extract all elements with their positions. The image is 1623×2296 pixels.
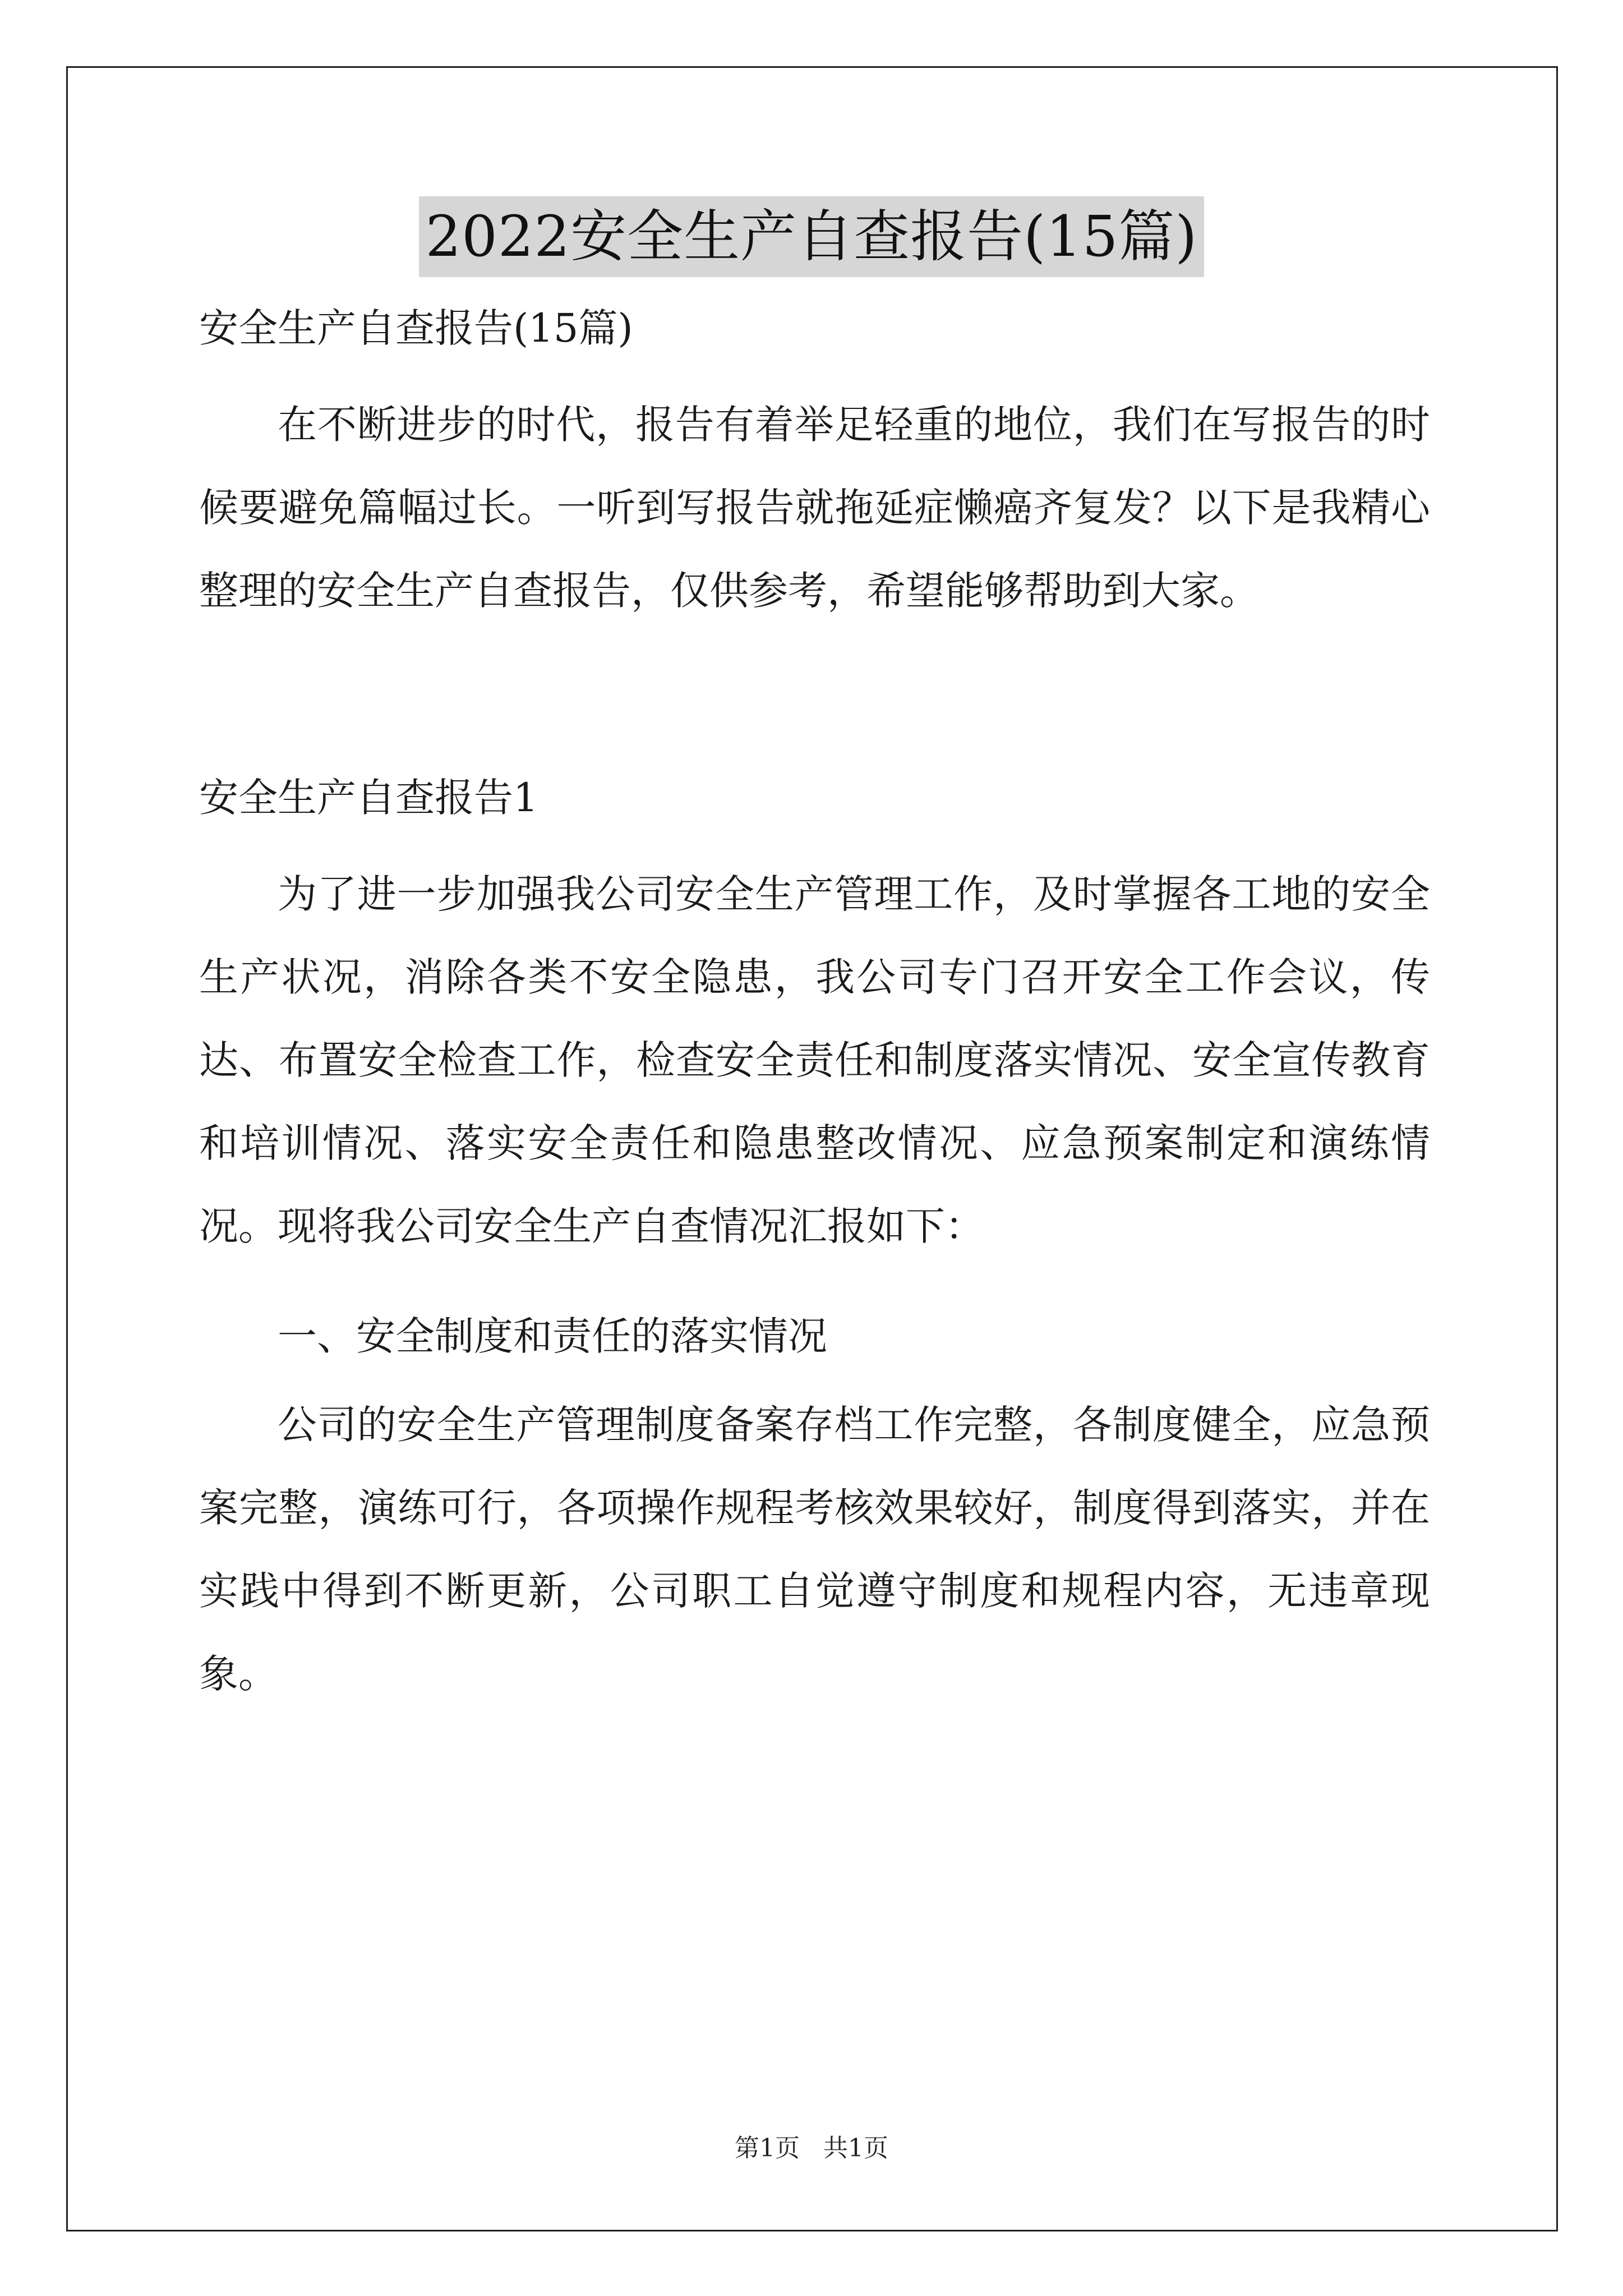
intro-paragraph: 在不断进步的时代，报告有着举足轻重的地位，我们在写报告的时候要避免篇幅过长。一听到写报告就拖延症懒癌齐复发？以下是我精心整理的安全生产自查报告，仅供参考，希望能够帮助到大家。 [199,402,1430,614]
document-subtitle: 安全生产自查报告(15篇) [199,305,633,351]
section-spacer [199,632,1430,770]
page-number: 第1页 [735,2134,800,2162]
document-title: 2022安全生产自查报告(15篇) [419,196,1205,277]
section-paragraph: 公司的安全生产管理制度备案存档工作完整，各制度健全，应急预案完整，演练可行，各项操作规程考核效果较好，制度得到落实，并在实践中得到不断更新，公司职工自觉遵守制度和规程内容，无违章现象。 [199,1402,1430,1697]
title-container [0,196,1623,277]
section-paragraph: 为了进一步加强我公司安全生产管理工作，及时掌握各工地的安全生产状况，消除各类不安全隐患，我公司专门召开安全工作会议，传达、布置安全检查工作，检查安全责任和制度落实情况、安全宣传教育和培训情况、落实安全责任和隐患整改情况、应急预案制定和演练情况。现将我公司安全生产自查情况汇报如下： [199,871,1430,1249]
page-total: 共1页 [823,2134,888,2162]
page-footer [0,2132,1623,2165]
document-body [199,300,1430,1715]
section-title: 安全生产自查报告1 [199,775,538,821]
section-subheading: 一、安全制度和责任的落实情况 [278,1313,827,1359]
